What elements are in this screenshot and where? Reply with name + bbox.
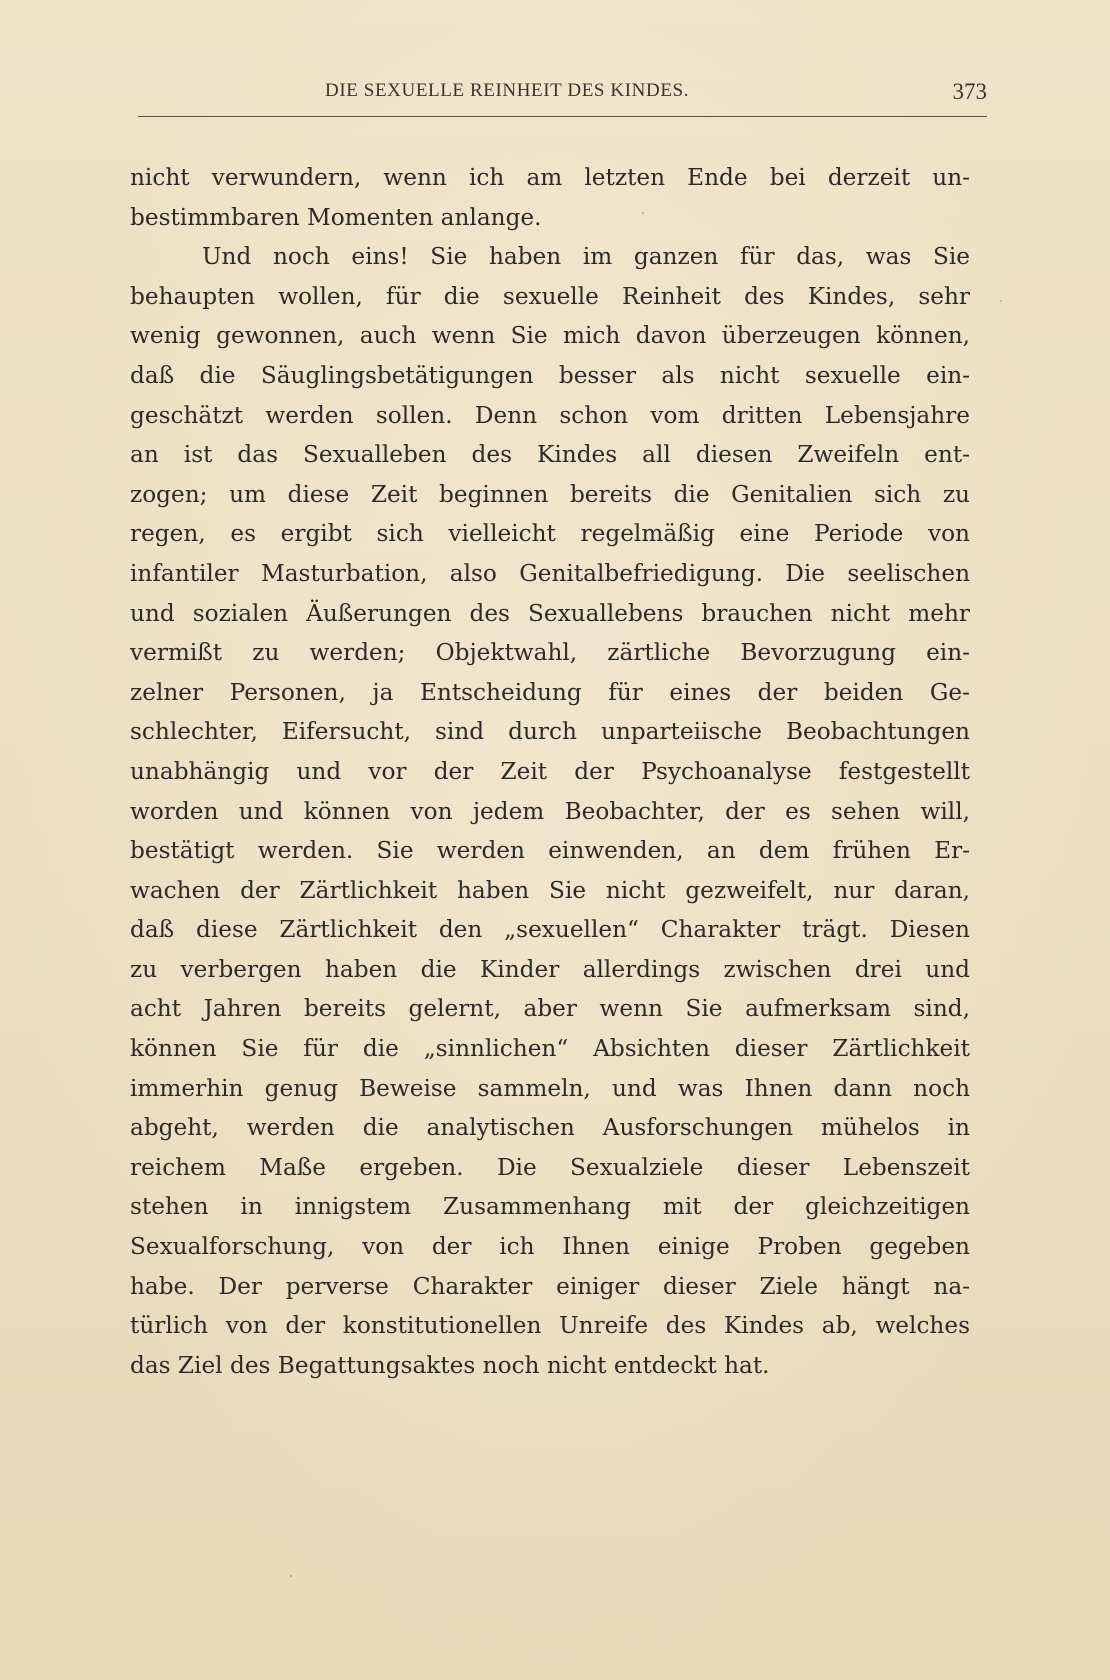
text-line: reichem Maße ergeben. Die Sexualziele dieser Lebenszeit: [130, 1153, 970, 1181]
text-line: unabhängig und vor der Zeit der Psychoanalyse festgestellt: [130, 757, 970, 785]
text-line: stehen in innigstem Zusammenhang mit der gleichzeitigen: [130, 1193, 970, 1221]
text-line: Sexualforschung, von der ich Ihnen einige Proben gegeben: [130, 1233, 970, 1261]
text-line: das Ziel des Begattungsaktes noch nicht entdeckt hat.: [130, 1351, 770, 1379]
text-line: können Sie für die „sinnlichen“ Absichten dieser Zärtlichkeit: [130, 1035, 970, 1063]
header-rule: [138, 116, 987, 117]
text-line: nicht verwundern, wenn ich am letzten Ende bei derzeit un-: [130, 164, 970, 191]
running-head: [135, 78, 987, 114]
text-line: zogen; um diese Zeit beginnen bereits die Genitalien sich zu: [130, 480, 970, 508]
text-line: infantiler Masturbation, also Genitalbefriedigung. Die seelischen: [130, 559, 970, 587]
paper-speck: [1000, 300, 1002, 302]
text-line: bestimmbaren Momenten anlange.: [130, 203, 542, 231]
page-number: 373: [952, 79, 987, 104]
text-line: habe. Der perverse Charakter einiger dieser Ziele hängt na-: [130, 1272, 970, 1300]
text-line: daß die Säuglingsbetätigungen besser als nicht sexuelle ein-: [130, 361, 970, 389]
running-title: DIE SEXUELLE REINHEIT DES KINDES.: [325, 80, 690, 101]
text-line: türlich von der konstitutionellen Unreife des Kindes ab, welches: [130, 1312, 970, 1340]
text-line: wenig gewonnen, auch wenn Sie mich davon überzeugen können,: [130, 322, 970, 350]
text-line: behaupten wollen, für die sexuelle Reinheit des Kindes, sehr: [130, 282, 970, 310]
text-line: zu verbergen haben die Kinder allerdings zwischen drei und: [130, 955, 970, 983]
text-line: geschätzt werden sollen. Denn schon vom dritten Lebensjahre: [130, 401, 970, 429]
text-line: zelner Personen, ja Entscheidung für eines der beiden Ge-: [130, 678, 970, 706]
text-line: acht Jahren bereits gelernt, aber wenn Sie aufmerksam sind,: [130, 995, 970, 1023]
paper-speck: [290, 1575, 292, 1577]
text-line: abgeht, werden die analytischen Ausforschungen mühelos in: [130, 1114, 970, 1142]
text-line: Und noch eins! Sie haben im ganzen für das, was Sie: [202, 243, 970, 271]
text-line: vermißt zu werden; Objektwahl, zärtliche Bevorzugung ein-: [130, 639, 970, 667]
body-text: [130, 158, 970, 1385]
text-line: schlechter, Eifersucht, sind durch unparteiische Beobachtungen: [130, 718, 970, 746]
paper-speck: [642, 212, 644, 214]
text-line: regen, es ergibt sich vielleicht regelmäßig eine Periode von: [130, 520, 970, 548]
text-line: daß diese Zärtlichkeit den „sexuellen“ Charakter trägt. Diesen: [130, 916, 970, 944]
text-line: wachen der Zärtlichkeit haben Sie nicht gezweifelt, nur daran,: [130, 876, 970, 904]
text-line: und sozialen Äußerungen des Sexuallebens brauchen nicht mehr: [130, 599, 970, 627]
text-line: worden und können von jedem Beobachter, der es sehen will,: [130, 797, 970, 825]
text-line: immerhin genug Beweise sammeln, und was Ihnen dann noch: [130, 1074, 970, 1102]
text-line: an ist das Sexualleben des Kindes all diesen Zweifeln ent-: [130, 441, 970, 469]
text-line: bestätigt werden. Sie werden einwenden, an dem frühen Er-: [130, 837, 970, 865]
